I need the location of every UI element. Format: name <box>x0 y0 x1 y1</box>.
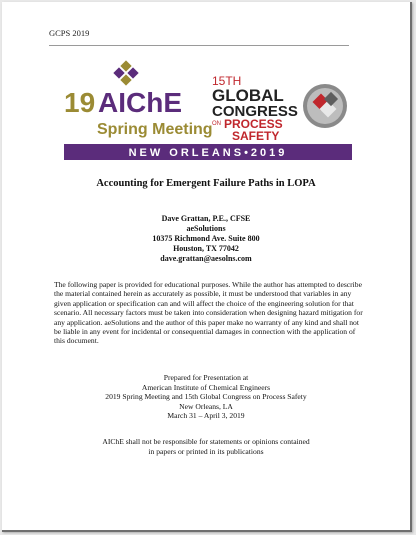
author-email: dave.grattan@aesolns.com <box>160 254 252 263</box>
paper-title: Accounting for Emergent Failure Paths in LOPA <box>96 178 316 189</box>
footer-line2: in papers or printed in its publications <box>148 446 264 456</box>
footer-note <box>2 437 410 456</box>
footer-line1: AIChE shall not be responsible for statements or opinions contained <box>102 437 310 446</box>
logo-org: AIChE <box>98 87 182 118</box>
header-divider <box>49 45 349 46</box>
diamond-icon <box>113 60 138 85</box>
presentation-line4: New Orleans, LA <box>179 401 233 411</box>
globe-icon <box>303 84 347 128</box>
conference-logo <box>64 60 354 160</box>
presentation-line2: American Institute of Chemical Engineers <box>141 382 271 392</box>
author-address-line1: 10375 Richmond Ave. Suite 800 <box>152 234 260 243</box>
author-block <box>2 214 410 264</box>
logo-banner-text: NEW ORLEANS•2019 <box>128 147 288 159</box>
presentation-info <box>2 373 410 421</box>
presentation-line5: March 31 – April 3, 2019 <box>167 411 245 421</box>
logo-gc-on: ON <box>212 121 221 127</box>
presentation-line3: 2019 Spring Meeting and 15th Global Congress on Process Safety <box>105 392 307 402</box>
logo-gc-line1: GLOBAL <box>212 86 284 105</box>
logo-gc-line2: CONGRESS <box>212 103 298 120</box>
disclaimer-paragraph: The following paper is provided for educational purposes. While the author has attempted to describe the material contained herein as accurately as possible, it must be understood that variables in any given application or specification can and will affect the choice of the engineering solution for that scenario. All necessary factors must be taken into consideration when designing hazard mitigation for any application. aeSolutions and the author of this paper make no warranty of any kind and shall not be liable in any event for incidental or consequential damages in connection with the application of this document. <box>54 280 363 346</box>
logo-number: 19 <box>64 87 96 118</box>
logo-gc-line4: SAFETY <box>232 129 280 143</box>
paper-page <box>2 2 412 532</box>
logo-gc-line3: PROCESS <box>224 117 283 131</box>
author-address-line2: Houston, TX 77042 <box>173 244 239 253</box>
author-company: aeSolutions <box>186 224 226 233</box>
author-name: Dave Grattan, P.E., CFSE <box>161 214 251 223</box>
logo-gc-edition: 15TH <box>212 74 242 88</box>
header-label: GCPS 2019 <box>49 28 90 38</box>
presentation-line1: Prepared for Presentation at <box>163 373 249 382</box>
logo-meeting: Spring Meeting <box>97 121 213 138</box>
